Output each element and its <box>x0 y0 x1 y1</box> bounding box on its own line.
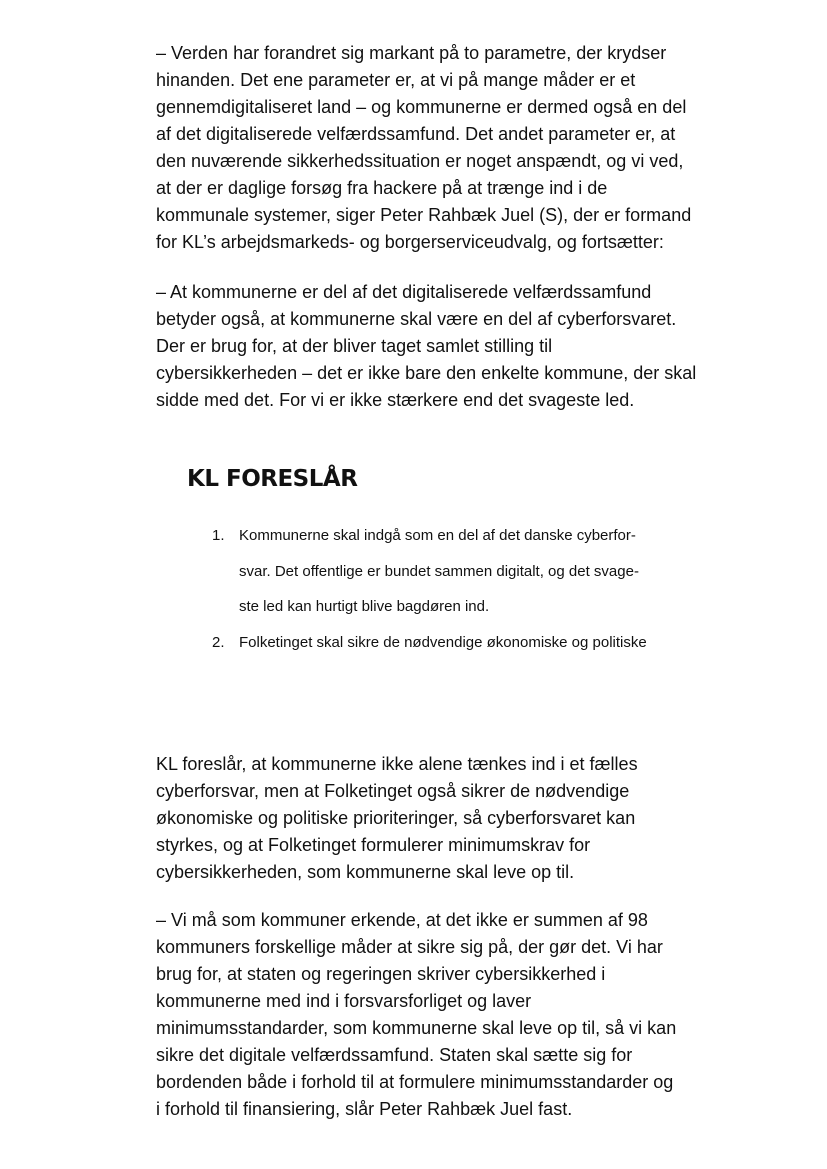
article-paragraph-3: KL foreslår, at kommunerne ikke alene tænkes ind i et fælles cyberforsvar, men at Folketinget også sikrer de nødvendige økonomiske og politiske prioriteringer, så cyberforsvaret kan styrkes, og at Folketinget formulerer minimumskrav for cybersikkerheden, som kommunerne skal leve op til. <box>156 754 638 882</box>
factbox-title: KL FORESLÅR <box>187 466 358 492</box>
factbox-list <box>212 518 682 660</box>
factbox-item-number: 1. <box>212 527 225 544</box>
factbox-item-number: 2. <box>212 633 225 651</box>
factbox-item-1 <box>212 518 682 625</box>
article-paragraph-1: – Verden har forandret sig markant på to parametre, der krydser hinanden. Det ene parameter er, at vi på mange måder er et gennemdigitaliseret land – og kommunerne er dermed også en del af det digitaliserede velfærdssamfund. Det andet parameter er, at den nuværende sikkerhedssituation er noget anspændt, og vi ved, at der er daglige forsøg fra hackere på at trænge ind i de kommunale systemer, siger Peter Rahbæk Juel (S), der er formand for KL’s arbejdsmarkeds- og borgerserviceudvalg, og fortsætter: <box>156 43 692 252</box>
factbox-item-2 <box>212 625 682 661</box>
factbox-item-text: Kommunerne skal indgå som en del af det danske cyberfor- svar. Det offentlige er bundet sammen digitalt, og det svage- ste led kan hurtigt blive bagdøren ind. <box>239 527 639 615</box>
article-paragraph-4: – Vi må som kommuner erkende, at det ikke er summen af 98 kommuners forskellige måder at sikre sig på, der gør det. Vi har brug for, at staten og regeringen skriver cybersikkerhed i kommunerne med ind i forsvarsforliget og laver minimumsstandarder, som kommunerne skal leve op til, så vi kan sikre det digitale velfærdssamfund. Staten skal sætte sig for bordenden både i forhold til at formulere minimumsstandarder og i forhold til finansiering, slår Peter Rahbæk Juel fast. <box>156 910 677 1119</box>
article-paragraph-2: – At kommunerne er del af det digitaliserede velfærdssamfund betyder også, at kommunerne skal være en del af cyberforsvaret. Der er brug for, at der bliver taget samlet stilling til cybersikkerheden – det er ikke bare den enkelte kommune, der skal sidde med det. For vi er ikke stærkere end det svageste led. <box>156 282 697 410</box>
factbox-item-text: Folketinget skal sikre de nødvendige økonomiske og politiske <box>239 633 647 651</box>
